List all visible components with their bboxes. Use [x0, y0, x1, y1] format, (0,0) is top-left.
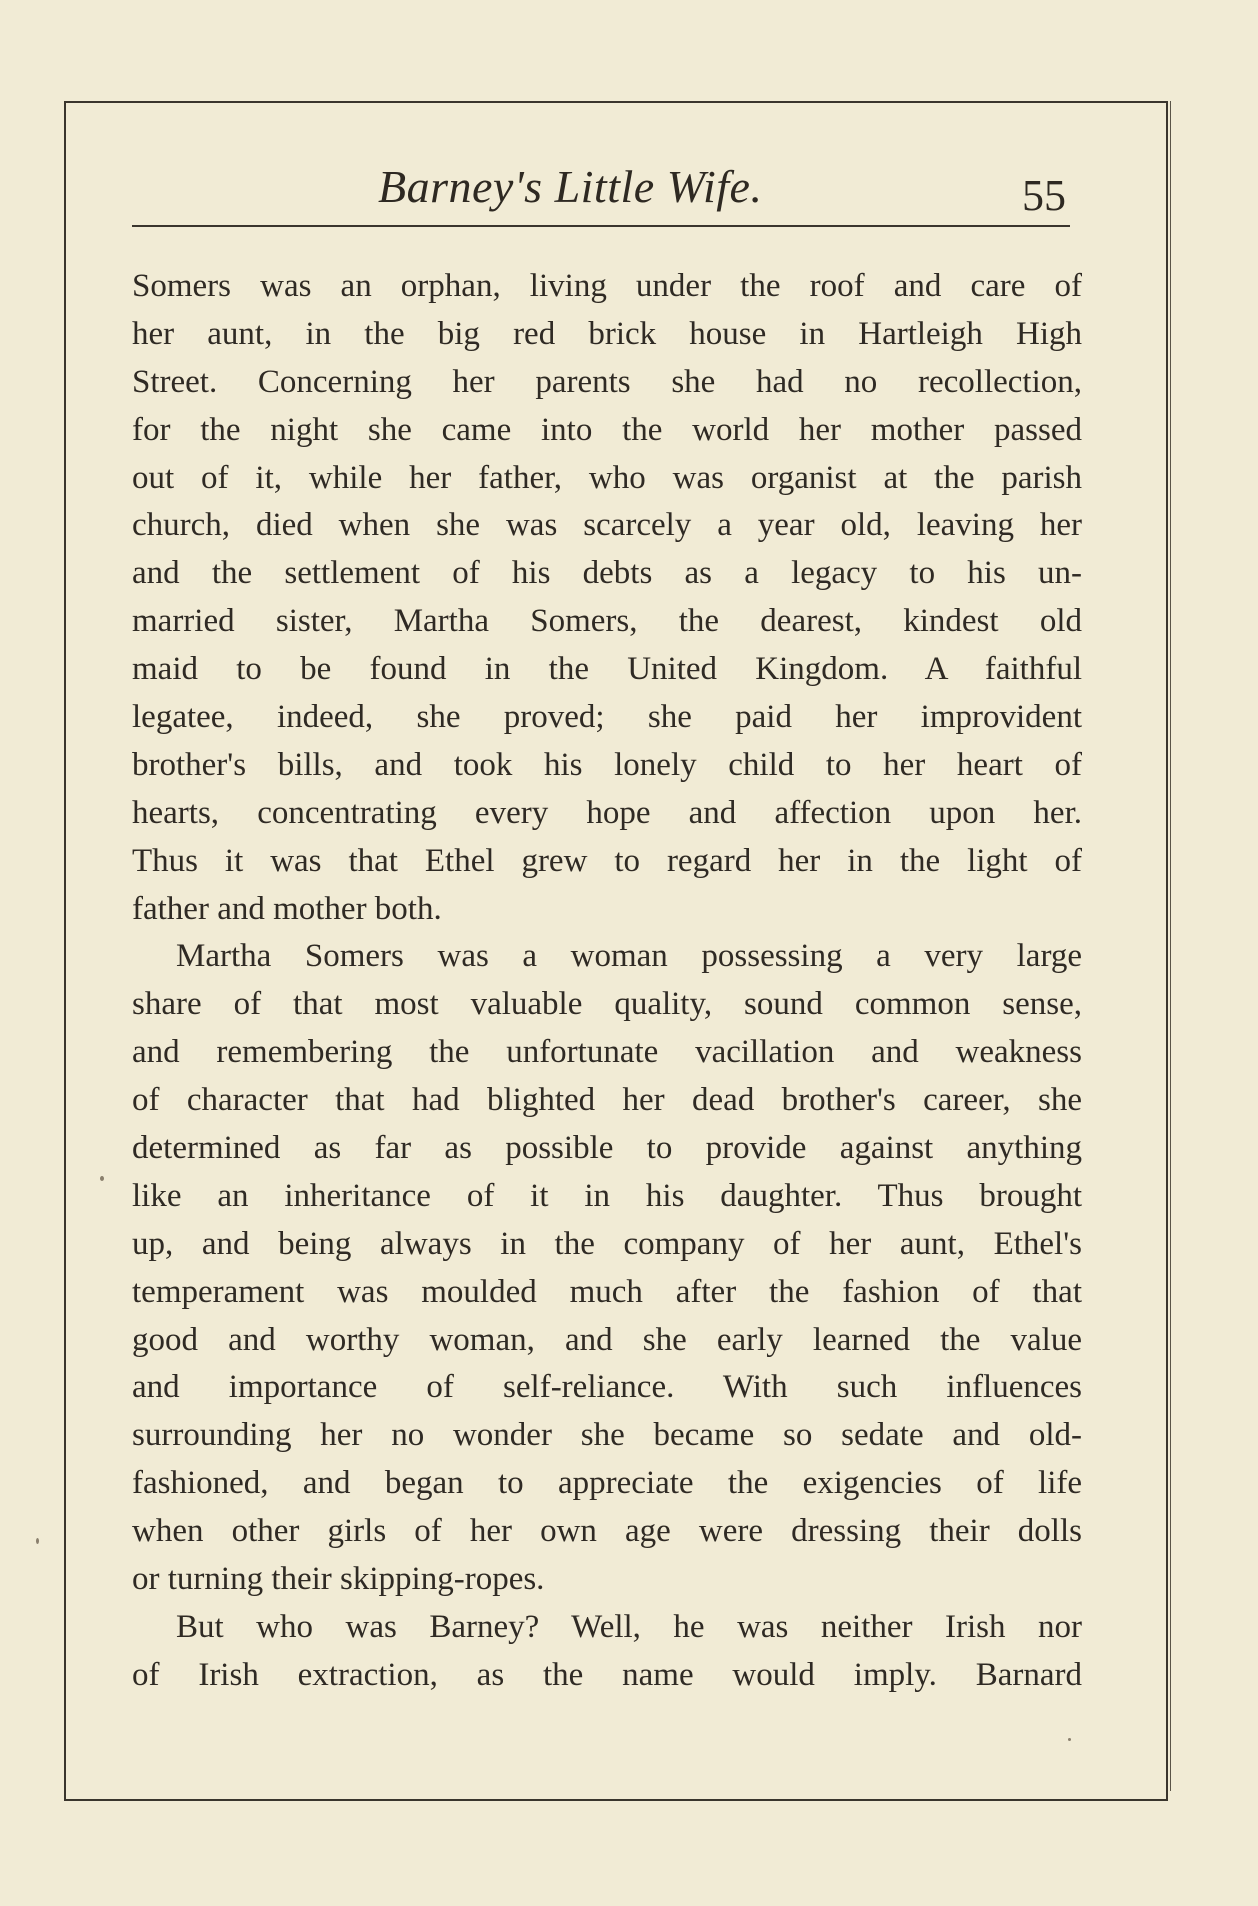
text-line: But who was Barney? Well, he was neither Irish nor — [176, 1608, 1082, 1645]
text-line: like an inheritance of it in his daughter. Thus brought — [132, 1177, 1082, 1214]
text-line: maid to be found in the United Kingdom. A faithful — [132, 651, 1082, 688]
page-border-shadow-line — [1170, 101, 1171, 1791]
running-title: Barney's Little Wife. — [378, 161, 763, 212]
paper-speck — [36, 1538, 39, 1544]
text-line: and importance of self-reliance. With such influences — [132, 1369, 1082, 1406]
page-number: 55 — [1022, 171, 1066, 220]
text-line: church, died when she was scarcely a year old, leaving her — [132, 507, 1082, 544]
text-line: fashioned, and began to appreciate the exigencies of life — [132, 1465, 1082, 1502]
text-line: of Irish extraction, as the name would imply. Barnard — [132, 1656, 1082, 1693]
header-rule — [132, 225, 1070, 227]
text-line: for the night she came into the world her mother passed — [132, 411, 1082, 448]
text-line: Street. Concerning her parents she had no recollection, — [132, 363, 1082, 400]
text-line: of character that had blighted her dead brother's career, she — [132, 1082, 1082, 1119]
text-line: hearts, concentrating every hope and affection upon her. — [132, 794, 1082, 831]
text-line: share of that most valuable quality, sound common sense, — [132, 986, 1082, 1023]
paper-speck — [1068, 1738, 1071, 1741]
text-line: Martha Somers was a woman possessing a very large — [176, 938, 1082, 975]
text-line: brother's bills, and took his lonely child to her heart of — [132, 746, 1082, 783]
running-header — [0, 160, 1258, 230]
text-line: surrounding her no wonder she became so sedate and old- — [132, 1417, 1082, 1454]
body-text — [132, 263, 1082, 1700]
text-line: Thus it was that Ethel grew to regard her in the light of — [132, 842, 1082, 879]
text-line: determined as far as possible to provide against anything — [132, 1130, 1082, 1167]
text-line: or turning their skipping-ropes. — [132, 1561, 545, 1598]
text-line: good and worthy woman, and she early learned the value — [132, 1321, 1082, 1358]
text-line: and remembering the unfortunate vacillation and weakness — [132, 1034, 1082, 1071]
text-line: up, and being always in the company of her aunt, Ethel's — [132, 1225, 1082, 1262]
text-line: married sister, Martha Somers, the dearest, kindest old — [132, 603, 1082, 640]
text-line: legatee, indeed, she proved; she paid her improvident — [132, 699, 1082, 736]
text-line: Somers was an orphan, living under the roof and care of — [132, 268, 1082, 304]
text-line: and the settlement of his debts as a legacy to his un- — [132, 555, 1082, 592]
text-line: when other girls of her own age were dressing their dolls — [132, 1513, 1082, 1550]
text-line: out of it, while her father, who was organist at the parish — [132, 459, 1082, 496]
text-line: father and mother both. — [132, 890, 442, 927]
text-line: her aunt, in the big red brick house in Hartleigh High — [132, 315, 1082, 352]
text-line: temperament was moulded much after the fashion of that — [132, 1273, 1082, 1310]
paper-speck — [100, 1176, 104, 1181]
